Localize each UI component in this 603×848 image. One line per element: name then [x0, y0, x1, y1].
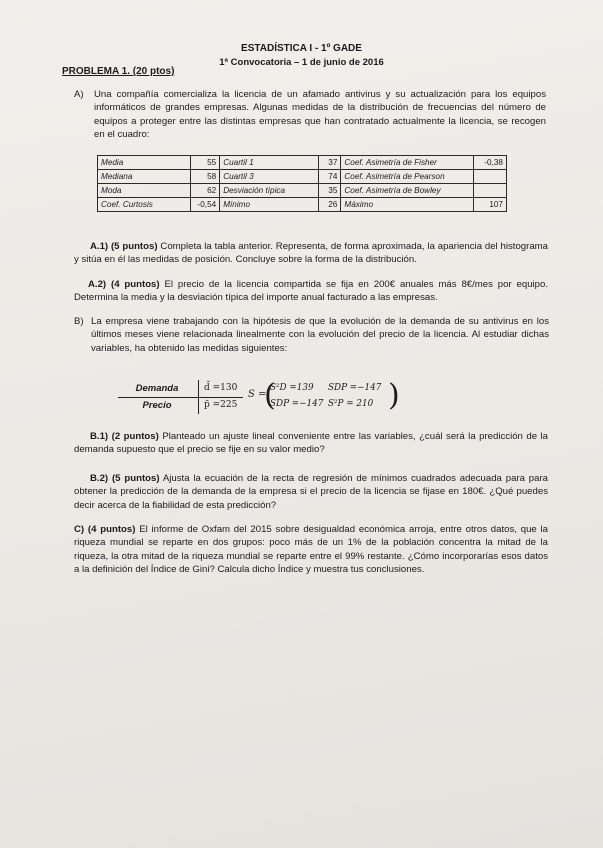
cell-value: [474, 184, 507, 198]
question-a1-text: Completa la tabla anterior. Representa, de forma aproximada, la apariencia del histograma y sitúa en él las medidas de posición. Concluye sobre la forma de la distribución.: [74, 241, 548, 266]
cell-value: 26: [318, 198, 341, 212]
table-row: [98, 184, 507, 198]
covariance-equation: [118, 378, 408, 418]
part-a-text: Una compañía comercializa la licencia de un afamado antivirus y su actualización para los equipos informáticos de grandes empresas. Algunas medidas de la distribución de frecuencias del número de equipos a proteger entre las distintas empresas que han contratado actualmente la licencia, se recogen en el cuadro:: [94, 89, 546, 141]
question-a1: [74, 240, 548, 267]
variable-price: Precio: [142, 400, 172, 411]
part-c: [74, 523, 548, 577]
exam-subtitle: 1ª Convocatoria – 1 de junio de 2016: [219, 57, 384, 68]
problem-title: PROBLEMA 1. (20 ptos): [62, 66, 175, 77]
cell-value: [474, 170, 507, 184]
course-title: ESTADÍSTICA I - 1º GADE: [241, 43, 362, 54]
part-b-label: B): [74, 316, 84, 327]
covariance-matrix-label: S =: [248, 389, 267, 400]
cell-label: Mínimo: [220, 198, 319, 212]
matrix-cell: S²P = 210: [328, 399, 374, 409]
cell-value: 55: [191, 156, 220, 170]
left-paren-icon: (: [264, 378, 276, 413]
part-a-label: A): [74, 89, 84, 100]
question-a1-label: A.1) (5 puntos): [90, 241, 158, 252]
cell-value: 62: [191, 184, 220, 198]
question-b1-label: B.1) (2 puntos): [90, 431, 159, 442]
cell-value: -0,38: [474, 156, 507, 170]
question-b1-text: Planteado un ajuste lineal conveniente entre las variables, ¿cuál será la predicción de la demanda supuesto que el precio se fije en su valor medio?: [74, 431, 548, 456]
question-b2-text: Ajusta la ecuación de la recta de regresión de mínimos cuadrados adecuada para para obtener la predicción de la demanda de la empresa si el precio de la licencia se fijase en 180€. ¿Qué puedes decir acerca de la fiabilidad de esta predicción?: [74, 473, 549, 511]
part-b-text: La empresa viene trabajando con la hipótesis de que la evolución de la demanda de su antivirus en los últimos meses viene relacionada linealmente con la evolución del precio de la licencia. Al estudiar dichas variables, ha obtenido las medidas siguientes:: [91, 316, 549, 354]
question-a2-text: El precio de la licencia compartida se fija en 200€ anuales más 8€/mes por equipo. Determina la media y la desviación típica del importe anual facturado a las empresas.: [74, 279, 549, 304]
cell-label: Moda: [98, 184, 191, 198]
cell-label: Desviación típica: [220, 184, 319, 198]
cell-label: Media: [98, 156, 191, 170]
cell-value: -0,54: [191, 198, 220, 212]
cell-label: Coef. Asimetría de Bowley: [341, 184, 474, 198]
mean-price: p̄ =225: [204, 400, 238, 410]
cell-label: Coef. Asimetría de Pearson: [341, 170, 474, 184]
variable-demand: Demanda: [135, 383, 179, 394]
cell-value: 74: [318, 170, 341, 184]
cell-label: Cuartil 1: [220, 156, 319, 170]
matrix-cell: S²D =139: [270, 383, 314, 393]
question-b1: [74, 430, 548, 457]
stats-table: [97, 155, 507, 212]
matrix-cell: SDP =−147: [328, 383, 382, 393]
cell-value: 35: [318, 184, 341, 198]
table-row: [98, 198, 507, 212]
cell-label: Máximo: [341, 198, 474, 212]
cell-value: 107: [474, 198, 507, 212]
question-a2: [74, 278, 548, 305]
cell-value: 37: [318, 156, 341, 170]
divider: [198, 380, 199, 414]
cell-label: Coef. Asimetría de Fisher: [341, 156, 474, 170]
covariance-matrix: [270, 380, 381, 412]
table-row: [98, 170, 507, 184]
cell-value: 58: [191, 170, 220, 184]
part-c-text: El informe de Oxfam del 2015 sobre desigualdad económica arroja, entre otros datos, que la riqueza mundial se reparte en dos grupos: poco más de un 1% de la población concentra la mitad de la riqueza, la otra mitad de la riqueza mundial se reparte entre el 99% restante. ¿Cómo incorporarías esos datos a la definición del Índice de Gini? Calcula dicho Índice y muestra tus conclusiones.: [74, 524, 548, 576]
question-a2-label: A.2) (4 puntos): [88, 279, 160, 290]
right-paren-icon: ): [388, 378, 400, 413]
matrix-cell: SDP =−147: [270, 399, 324, 409]
table-row: [98, 156, 507, 170]
cell-label: Cuartil 3: [220, 170, 319, 184]
part-c-label: C) (4 puntos): [74, 524, 136, 535]
mean-values: [204, 380, 237, 414]
cell-label: Coef. Curtosis: [98, 198, 191, 212]
question-b2-label: B.2) (5 puntos): [90, 473, 160, 484]
question-b2: [74, 472, 548, 512]
mean-demand: d̄ =130: [204, 383, 238, 393]
cell-label: Mediana: [98, 170, 191, 184]
